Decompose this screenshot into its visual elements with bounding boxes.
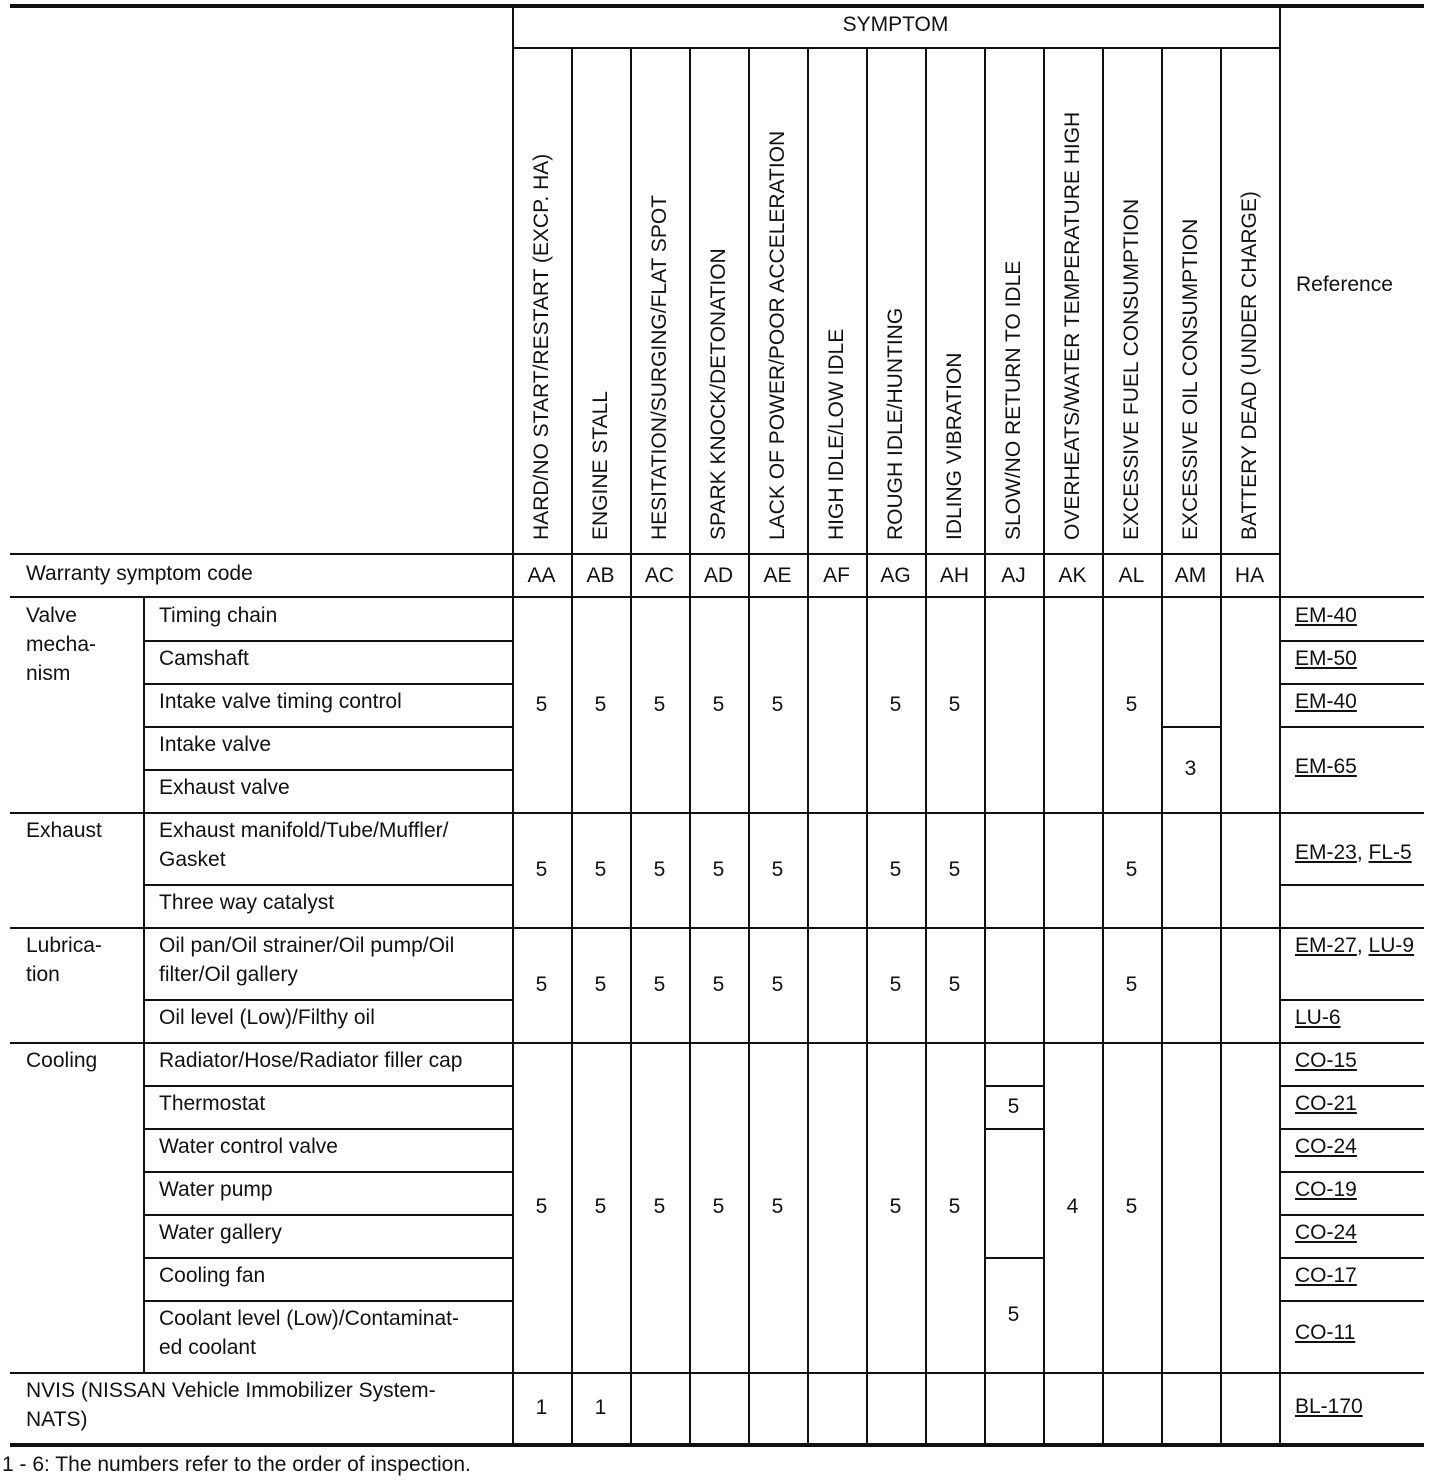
item-label: Exhaust valve <box>159 776 290 799</box>
group-label: Valve <box>26 604 77 627</box>
rule-line <box>10 812 1424 814</box>
cell-value: 4 <box>1066 1195 1079 1218</box>
rule-line <box>1279 683 1424 685</box>
rule-line <box>571 47 573 1445</box>
symptom-header: LACK OF POWER/POOR ACCELERATION <box>765 130 789 540</box>
footnote: 1 - 6: The numbers refer to the order of inspection. <box>2 1453 471 1476</box>
rule-line <box>1043 47 1045 1445</box>
rule-line <box>143 726 512 728</box>
reference-link[interactable] <box>1295 1046 1420 1075</box>
reference-link[interactable] <box>1295 644 1420 673</box>
item-label: filter/Oil gallery <box>159 963 298 986</box>
cell-value: 5 <box>535 857 548 881</box>
warranty-code: AM <box>1174 564 1207 587</box>
warranty-code: AK <box>1058 564 1087 587</box>
reference-link[interactable]: FL-5 <box>1368 841 1412 864</box>
rule-line <box>1279 884 1424 886</box>
cell-value: 5 <box>712 1195 725 1218</box>
cell-value: 5 <box>948 1195 961 1218</box>
cell-value: 5 <box>1125 1195 1138 1218</box>
group-label: Lubrica- <box>26 934 102 957</box>
rule-line <box>143 640 512 642</box>
symptom-header: HIGH IDLE/LOW IDLE <box>824 328 848 540</box>
reference-link[interactable]: CO-19 <box>1295 1178 1357 1201</box>
symptom-header: ROUGH IDLE/HUNTING <box>883 307 907 540</box>
rule-line <box>10 553 1279 555</box>
item-label: Thermostat <box>159 1092 266 1115</box>
rule-line <box>512 4 514 1445</box>
cell-value: 5 <box>1125 857 1138 881</box>
symptom-title: SYMPTOM <box>842 13 949 36</box>
cell-value: 1 <box>594 1395 607 1419</box>
rule-line <box>1279 1085 1424 1087</box>
reference-link[interactable] <box>1295 1132 1420 1161</box>
cell-value: 5 <box>653 1195 666 1218</box>
reference-link[interactable]: EM-23 <box>1295 841 1357 864</box>
item-label: Exhaust manifold/Tube/Muffler/ <box>159 819 449 842</box>
reference-link[interactable]: EM-65 <box>1295 755 1357 778</box>
item-label: Water control valve <box>159 1135 338 1158</box>
rule-line <box>1279 4 1281 1445</box>
reference-link[interactable] <box>1295 601 1420 630</box>
reference-link[interactable]: CO-24 <box>1295 1221 1357 1244</box>
rule-line <box>143 1214 512 1216</box>
cell-value: 5 <box>712 857 725 881</box>
cell-value: 5 <box>712 972 725 996</box>
rule-line <box>143 1257 512 1259</box>
cell-value: 5 <box>771 692 784 716</box>
cell-value: 5 <box>889 972 902 996</box>
item-label: Intake valve timing control <box>159 690 402 713</box>
warranty-code: HA <box>1234 564 1265 587</box>
group-label: mecha- <box>26 633 97 656</box>
rule-line <box>1161 47 1163 1445</box>
reference-link[interactable] <box>1295 1003 1420 1032</box>
rule-line <box>512 47 1279 49</box>
rule-line <box>143 884 512 886</box>
warranty-code: AF <box>823 564 850 587</box>
warranty-code: AB <box>586 564 615 587</box>
rule-line <box>1279 1128 1424 1130</box>
rule-line <box>1102 47 1104 1445</box>
rule-line <box>10 927 1424 929</box>
cell-value: 5 <box>1125 692 1138 716</box>
warranty-code: AC <box>644 564 675 587</box>
rule-line <box>984 1085 1043 1087</box>
item-label: Oil pan/Oil strainer/Oil pump/Oil <box>159 934 455 957</box>
cell-value: 5 <box>771 857 784 881</box>
symptom-header: EXCESSIVE FUEL CONSUMPTION <box>1119 198 1143 540</box>
reference-link[interactable]: CO-21 <box>1295 1092 1357 1115</box>
cell-value: 5 <box>653 972 666 996</box>
rule-line <box>1279 726 1424 728</box>
rule-line <box>1220 47 1222 1445</box>
symptom-header: HARD/NO START/RESTART (EXCP. HA) <box>529 153 553 540</box>
reference-link[interactable]: EM-23, FL-5 <box>1295 841 1412 864</box>
reference-link[interactable]: LU-6 <box>1295 1006 1341 1029</box>
item-label: Water pump <box>159 1178 273 1201</box>
symptom-header: BATTERY DEAD (UNDER CHARGE) <box>1237 191 1261 540</box>
rule-line <box>1279 1214 1424 1216</box>
symptom-header: SLOW/NO RETURN TO IDLE <box>1001 260 1025 540</box>
item-label: Water gallery <box>159 1221 282 1244</box>
reference-header: Reference <box>1296 273 1393 296</box>
item-label: ed coolant <box>159 1336 256 1359</box>
cell-value: 5 <box>594 1195 607 1218</box>
symptom-header: ENGINE STALL <box>588 391 612 540</box>
rule-line <box>866 47 868 1445</box>
rule-line <box>748 47 750 1445</box>
cell-value: 5 <box>889 692 902 716</box>
group-label: Exhaust <box>26 819 102 842</box>
rule-line <box>925 47 927 1445</box>
rule-line <box>10 596 1424 598</box>
reference-link[interactable]: EM-40 <box>1295 690 1357 713</box>
item-label: Coolant level (Low)/Contaminat- <box>159 1307 459 1330</box>
symptom-header: OVERHEATS/WATER TEMPERATURE HIGH <box>1060 111 1084 540</box>
cell-value: 5 <box>594 972 607 996</box>
item-label: Radiator/Hose/Radiator filler cap <box>159 1049 463 1072</box>
rule-line <box>1279 640 1424 642</box>
cell-value: 5 <box>653 857 666 881</box>
rule-line <box>143 1128 512 1130</box>
cell-value: 5 <box>653 692 666 716</box>
symptom-header: HESITATION/SURGING/FLAT SPOT <box>647 195 671 540</box>
rule-line <box>143 596 145 1372</box>
cell-value: 3 <box>1184 757 1197 780</box>
rule-line <box>143 1171 512 1173</box>
reference-link[interactable]: EM-27, LU-9 <box>1295 934 1415 957</box>
rule-line <box>1279 1257 1424 1259</box>
reference-link[interactable] <box>1295 1392 1420 1421</box>
reference-link[interactable]: CO-11 <box>1295 1321 1356 1344</box>
reference-link[interactable]: EM-50 <box>1295 647 1357 670</box>
rule-line <box>689 47 691 1445</box>
group-label: tion <box>26 963 60 986</box>
reference-link[interactable] <box>1295 1318 1420 1347</box>
reference-link[interactable]: CO-24 <box>1295 1135 1357 1158</box>
cell-value: 5 <box>594 857 607 881</box>
cell-value: 5 <box>535 972 548 996</box>
group-label: Cooling <box>26 1049 98 1072</box>
cell-value: 5 <box>771 972 784 996</box>
symptom-header: IDLING VIBRATION <box>942 352 966 540</box>
rule-line <box>143 769 512 771</box>
reference-link[interactable]: BL-170 <box>1295 1395 1363 1418</box>
rule-line <box>807 47 809 1445</box>
rule-line <box>143 683 512 685</box>
rule-line <box>984 1128 1043 1130</box>
symptom-header: EXCESSIVE OIL CONSUMPTION <box>1178 218 1202 540</box>
rule-line <box>143 1300 512 1302</box>
cell-value: 5 <box>535 1195 548 1218</box>
reference-link[interactable] <box>1295 1218 1420 1247</box>
warranty-code: AD <box>703 564 734 587</box>
warranty-label: Warranty symptom code <box>26 562 253 585</box>
reference-link[interactable]: EM-40 <box>1295 604 1357 627</box>
item-label: Three way catalyst <box>159 891 335 914</box>
cell-value: 5 <box>1007 1302 1020 1326</box>
rule-line <box>1161 726 1220 728</box>
rule-line <box>1279 1171 1424 1173</box>
rule-line <box>984 1257 1043 1259</box>
cell-value: 5 <box>1125 972 1138 996</box>
item-label: Timing chain <box>159 604 278 627</box>
rule-line <box>143 999 512 1001</box>
warranty-code: AH <box>939 564 970 587</box>
rule-line <box>1279 1300 1424 1302</box>
rule-line <box>10 4 1424 8</box>
cell-value: 1 <box>535 1395 548 1419</box>
warranty-code: AA <box>527 564 556 587</box>
group-label: nism <box>26 662 71 685</box>
cell-value: 5 <box>948 692 961 716</box>
rule-line <box>10 1372 1424 1374</box>
cell-value: 5 <box>594 692 607 716</box>
item-label: Camshaft <box>159 647 249 670</box>
warranty-code: AL <box>1118 564 1145 587</box>
cell-value: 5 <box>771 1195 784 1218</box>
cell-value: 5 <box>535 692 548 716</box>
warranty-code: AE <box>763 564 792 587</box>
reference-link[interactable] <box>1295 752 1420 781</box>
item-label: Gasket <box>159 848 226 871</box>
reference-link[interactable]: EM-27 <box>1295 934 1357 957</box>
rule-line <box>984 47 986 1445</box>
rule-line <box>630 47 632 1445</box>
cell-value: 5 <box>948 972 961 996</box>
cell-value: 5 <box>889 857 902 881</box>
cell-value: 5 <box>889 1195 902 1218</box>
cell-value: 5 <box>1007 1094 1020 1118</box>
warranty-code: AJ <box>1001 564 1026 587</box>
reference-link[interactable]: LU-9 <box>1368 934 1415 957</box>
nvis-label: NVIS (NISSAN Vehicle Immobilizer System- <box>26 1379 436 1402</box>
reference-link[interactable] <box>1295 687 1420 716</box>
symptom-header: SPARK KNOCK/DETONATION <box>706 248 730 540</box>
cell-value: 5 <box>948 857 961 881</box>
item-label: Cooling fan <box>159 1264 266 1287</box>
reference-link[interactable] <box>1295 1261 1420 1290</box>
cell-value: 5 <box>712 692 725 716</box>
reference-link[interactable]: CO-15 <box>1295 1049 1357 1072</box>
reference-link[interactable] <box>1295 1175 1420 1204</box>
rule-line <box>10 1443 1424 1447</box>
rule-line <box>1279 999 1424 1001</box>
nvis-label: NATS) <box>26 1408 88 1431</box>
item-label: Oil level (Low)/Filthy oil <box>159 1006 375 1029</box>
rule-line <box>143 1085 512 1087</box>
reference-link[interactable]: CO-17 <box>1295 1264 1357 1287</box>
item-label: Intake valve <box>159 733 272 756</box>
reference-link[interactable] <box>1295 1089 1420 1118</box>
warranty-code: AG <box>880 564 911 587</box>
rule-line <box>10 1042 1424 1044</box>
